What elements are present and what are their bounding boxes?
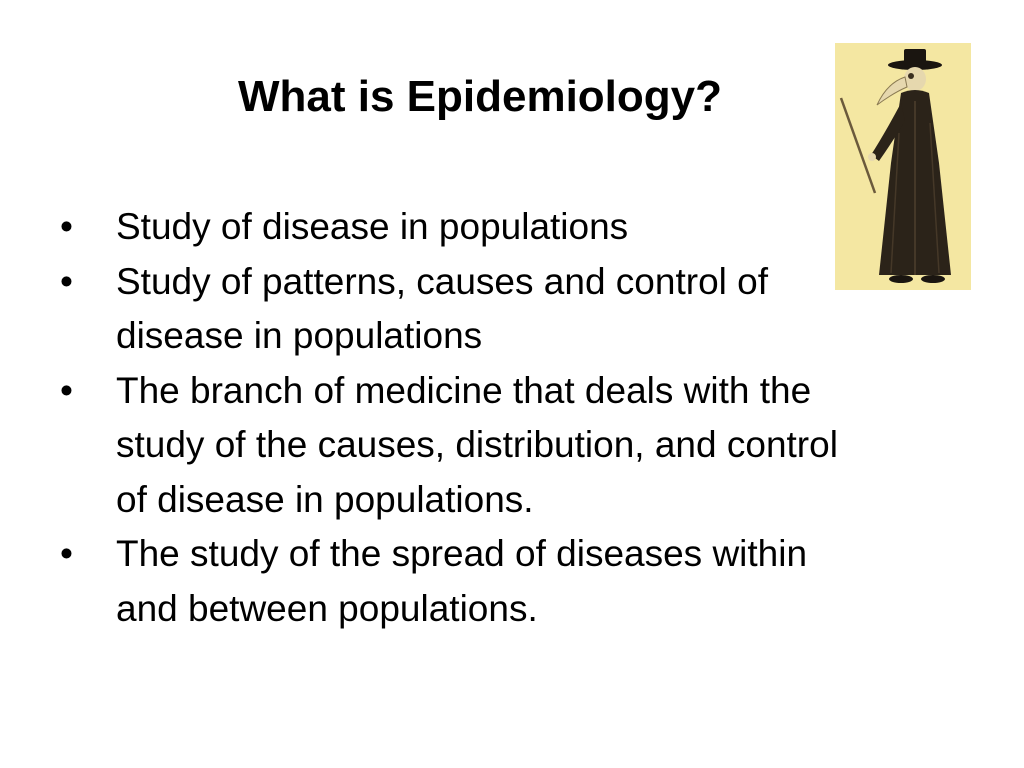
bullet-item — [60, 255, 860, 364]
foot-icon — [889, 275, 913, 283]
bullet-text: Study of disease in populations — [116, 206, 629, 247]
bullet-text: Study of patterns, causes and control of disease in populations — [116, 260, 768, 356]
bullet-dot-icon: • — [60, 533, 73, 574]
plague-doctor-image — [835, 43, 971, 290]
hand-icon — [868, 153, 876, 161]
bullet-item — [60, 527, 860, 636]
foot-icon — [921, 275, 945, 283]
slide-title: What is Epidemiology? — [237, 72, 723, 121]
mask-eye-icon — [908, 73, 914, 79]
bullet-item — [60, 364, 860, 528]
bullet-dot-icon: • — [60, 369, 73, 411]
bullet-item — [60, 200, 860, 255]
bullet-text: The branch of medicine that deals with the study of the causes, distribution, and control of disease in populations. — [116, 369, 838, 520]
hat-crown-icon — [904, 49, 926, 66]
bullet-dot-icon: • — [60, 206, 73, 247]
bullet-list — [60, 200, 860, 636]
bullet-dot-icon: • — [60, 260, 73, 302]
bullet-text: The study of the spread of diseases within and between populations. — [116, 533, 808, 629]
